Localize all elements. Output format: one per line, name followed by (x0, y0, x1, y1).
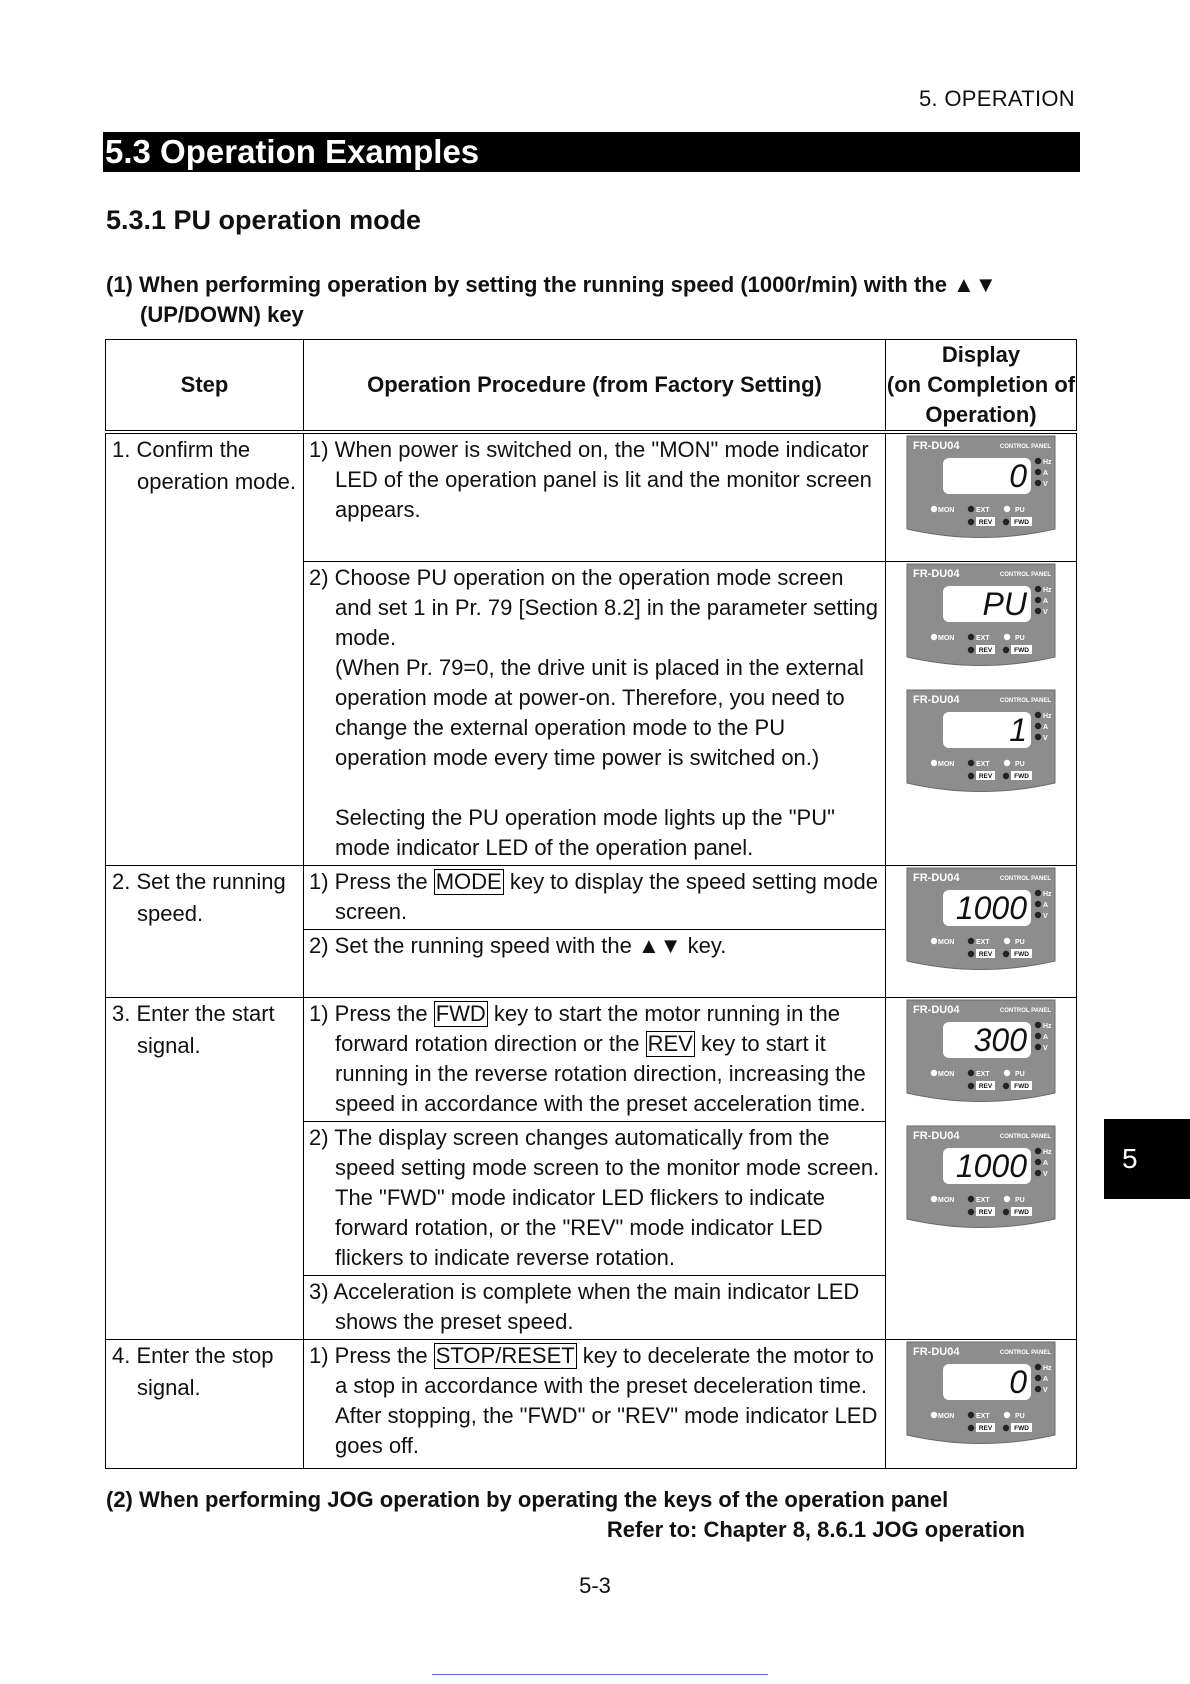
step-2-label: 2. Set the running (112, 868, 286, 894)
stop-reset-key-label: STOP/RESET (435, 1342, 575, 1368)
control-panel-display (905, 434, 1057, 542)
panel-fwd: FWD (1014, 950, 1029, 958)
table-row (106, 432, 1077, 561)
step-2-label-cont: speed. (137, 900, 204, 926)
panel-unit-a: A (1043, 901, 1049, 909)
panel-ext: EXT (976, 1070, 990, 1078)
procedure-text: 3) Acceleration is complete when the main indicator LED shows the preset speed. (309, 1278, 860, 1334)
procedure-3-3 (304, 1275, 886, 1339)
procedure-3-1 (304, 997, 886, 1121)
panel-mon: MON (938, 1412, 955, 1420)
panel-model: FR-DU04 (913, 693, 960, 706)
step-1-label: 1. Confirm the (112, 437, 251, 462)
header-display-l3: Operation) (925, 402, 1037, 427)
bottom-rule (432, 1674, 768, 1675)
page-number: 5-3 (579, 1573, 611, 1598)
panel-pu: PU (1015, 938, 1025, 946)
header-display (886, 340, 1077, 433)
table-row (106, 865, 1077, 929)
procedure-note: (When Pr. 79=0, the drive unit is placed in the external operation mode at power-on. Therefore, you need to change the external operation mode to the PU operation mode every time power is switched on.) (335, 654, 864, 770)
control-panel-display (905, 562, 1057, 670)
procedure-2-2 (304, 929, 886, 997)
panel-mon: MON (938, 760, 955, 768)
control-panel-display (905, 1340, 1057, 1448)
table-header-row (106, 340, 1077, 433)
panel-unit-hz: Hz (1043, 890, 1052, 898)
panel-rev: REV (978, 772, 993, 780)
panel-unit-v: V (1043, 1386, 1048, 1394)
header-procedure: Operation Procedure (from Factory Setting) (304, 340, 886, 433)
step-3-label-cont: signal. (137, 1032, 201, 1058)
item-heading-2: (2) When performing JOG operation by operating the keys of the operation panel (106, 1487, 949, 1512)
panel-control-label: CONTROL PANEL (999, 1133, 1051, 1140)
procedure-text: key to display the speed setting mode screen. (335, 868, 878, 924)
panel-rev: REV (978, 1082, 993, 1090)
step-4-label: 4. Enter the stop (112, 1342, 274, 1368)
procedure-text: 2) Set the running speed with the ▲▼ key. (309, 932, 727, 958)
panel-unit-v: V (1043, 481, 1048, 488)
table-row (106, 997, 1077, 1121)
panel-pu: PU (1015, 1070, 1025, 1078)
procedure-text: Selecting the PU operation mode lights up the "PU" mode indicator LED of the operation panel. (335, 804, 835, 860)
panel-model: FR-DU04 (913, 440, 960, 452)
panel-ext: EXT (976, 1412, 990, 1420)
item-heading-1 (106, 270, 1066, 330)
panel-lcd-value: 0 (1009, 458, 1027, 494)
panel-fwd: FWD (1014, 772, 1029, 780)
panel-control-label: CONTROL PANEL (999, 444, 1051, 450)
panel-lcd-value: 0 (1009, 1363, 1027, 1400)
step-cell-2 (106, 865, 304, 997)
panel-fwd: FWD (1014, 1208, 1029, 1216)
subsection-title: 5.3.1 PU operation mode (106, 205, 422, 235)
panel-mon: MON (938, 1196, 955, 1204)
panel-unit-a: A (1043, 470, 1049, 477)
header-display-l2: (on Completion of (886, 372, 1076, 397)
panel-ext: EXT (976, 507, 990, 514)
panel-mon: MON (938, 634, 955, 642)
panel-pu: PU (1015, 1412, 1025, 1420)
reference-link: Refer to: Chapter 8, 8.6.1 JOG operation (606, 1517, 1025, 1542)
step-cell-4 (106, 1339, 304, 1468)
step-cell-3 (106, 997, 304, 1339)
control-panel-display (905, 998, 1057, 1106)
panel-lcd-value: 1000 (955, 889, 1027, 926)
panel-unit-hz: Hz (1043, 586, 1052, 594)
rev-key-label: REV (647, 1030, 693, 1056)
panel-pu: PU (1015, 634, 1025, 642)
panel-model: FR-DU04 (913, 1345, 960, 1358)
panel-fwd: FWD (1014, 519, 1029, 526)
procedure-text: key to decelerate the motor to a stop in accordance with the preset deceleration time. After stopping, the "FWD" or "REV" mode indicator LED goes off. (335, 1342, 878, 1458)
chapter-tab: 5 (1104, 1119, 1190, 1199)
panel-mon: MON (938, 1070, 955, 1078)
panel-unit-a: A (1043, 1033, 1049, 1041)
panel-unit-a: A (1043, 597, 1049, 605)
control-panel-display (905, 866, 1057, 974)
panel-model: FR-DU04 (913, 871, 960, 884)
section-title: 5.3 Operation Examples (103, 132, 1080, 172)
panel-model: FR-DU04 (913, 1129, 960, 1142)
panel-fwd: FWD (1014, 646, 1029, 654)
step-cell-1 (106, 432, 304, 865)
display-cell-3 (886, 865, 1077, 997)
panel-unit-hz: Hz (1043, 1148, 1052, 1156)
panel-unit-hz: Hz (1043, 1022, 1052, 1030)
panel-pu: PU (1015, 1196, 1025, 1204)
header-display-l1: Display (941, 342, 1021, 367)
panel-rev: REV (978, 646, 993, 654)
procedure-2-1 (304, 865, 886, 929)
procedure-text: 2) Choose PU operation on the operation mode screen and set 1 in Pr. 79 [Section 8.2] in the parameter setting mode. (309, 564, 878, 650)
panel-unit-v: V (1043, 912, 1048, 920)
panel-lcd-value: PU (982, 585, 1027, 622)
panel-ext: EXT (976, 760, 990, 768)
panel-model: FR-DU04 (913, 567, 960, 580)
panel-rev: REV (978, 1424, 993, 1432)
panel-unit-hz: Hz (1043, 1364, 1052, 1372)
panel-model: FR-DU04 (913, 1003, 960, 1016)
procedure-text: 1) Press the (309, 868, 434, 894)
step-4-label-cont: signal. (137, 1374, 201, 1400)
panel-fwd: FWD (1014, 1424, 1029, 1432)
panel-rev: REV (978, 950, 993, 958)
panel-pu: PU (1015, 760, 1025, 768)
panel-lcd-value: 1000 (955, 1147, 1027, 1184)
display-cell-2 (886, 561, 1077, 865)
panel-unit-a: A (1043, 723, 1049, 731)
control-panel-display (905, 688, 1057, 796)
panel-control-label: CONTROL PANEL (999, 875, 1051, 882)
procedure-text: 1) Press the (309, 1000, 434, 1026)
panel-unit-v: V (1043, 734, 1048, 742)
panel-unit-hz: Hz (1043, 459, 1052, 466)
panel-ext: EXT (976, 1196, 990, 1204)
mode-key-label: MODE (435, 868, 502, 894)
item-heading-line1: (1) When performing operation by setting the running speed (1000r/min) with the ▲▼ (106, 272, 997, 297)
panel-ext: EXT (976, 938, 990, 946)
step-1-label-cont: operation mode. (137, 469, 296, 494)
panel-unit-hz: Hz (1043, 712, 1052, 720)
panel-lcd-value: 300 (973, 1021, 1027, 1058)
panel-mon: MON (938, 507, 955, 514)
panel-fwd: FWD (1014, 1082, 1029, 1090)
panel-unit-a: A (1043, 1375, 1049, 1383)
panel-unit-v: V (1043, 608, 1048, 616)
step-3-label: 3. Enter the start (112, 1000, 275, 1026)
display-cell-4 (886, 997, 1077, 1339)
item-heading-line2: (UP/DOWN) key (140, 302, 304, 327)
chapter-header: 5. OPERATION (919, 86, 1075, 111)
procedure-text: 1) When power is switched on, the "MON" mode indicator LED of the operation panel is lit and the monitor screen appears. (309, 437, 872, 522)
panel-control-label: CONTROL PANEL (999, 1007, 1051, 1014)
procedure-4-1 (304, 1339, 886, 1468)
panel-unit-v: V (1043, 1170, 1048, 1178)
procedure-text: 1) Press the (309, 1342, 434, 1368)
display-cell-5 (886, 1339, 1077, 1468)
panel-control-label: CONTROL PANEL (999, 1349, 1051, 1356)
panel-pu: PU (1015, 507, 1025, 514)
procedure-1-1 (304, 432, 886, 561)
panel-control-label: CONTROL PANEL (999, 571, 1051, 578)
panel-unit-v: V (1043, 1044, 1048, 1052)
fwd-key-label: FWD (435, 1000, 486, 1026)
control-panel-display (905, 1124, 1057, 1232)
procedure-1-2 (304, 561, 886, 865)
procedure-text: 2) The display screen changes automatically from the speed setting mode screen to the monitor mode screen. The "FWD" mode indicator LED flickers to indicate forward rotation, or the "REV" mode indicator LED flickers to indicate reverse rotation. (309, 1124, 880, 1270)
procedure-text: key to start the motor running in the forward rotation direction or the (335, 1000, 840, 1056)
panel-ext: EXT (976, 634, 990, 642)
panel-lcd-value: 1 (1009, 711, 1027, 748)
header-step: Step (106, 340, 304, 433)
panel-rev: REV (978, 1208, 993, 1216)
operation-table (105, 339, 1077, 1469)
panel-rev: REV (978, 519, 993, 526)
panel-unit-a: A (1043, 1159, 1049, 1167)
table-row (106, 1339, 1077, 1468)
panel-control-label: CONTROL PANEL (999, 697, 1051, 704)
panel-mon: MON (938, 938, 955, 946)
procedure-text: key to start it running in the reverse rotation direction, increasing the speed in accordance with the preset acceleration time. (335, 1030, 866, 1116)
display-cell-1 (886, 432, 1077, 561)
procedure-3-2 (304, 1121, 886, 1275)
